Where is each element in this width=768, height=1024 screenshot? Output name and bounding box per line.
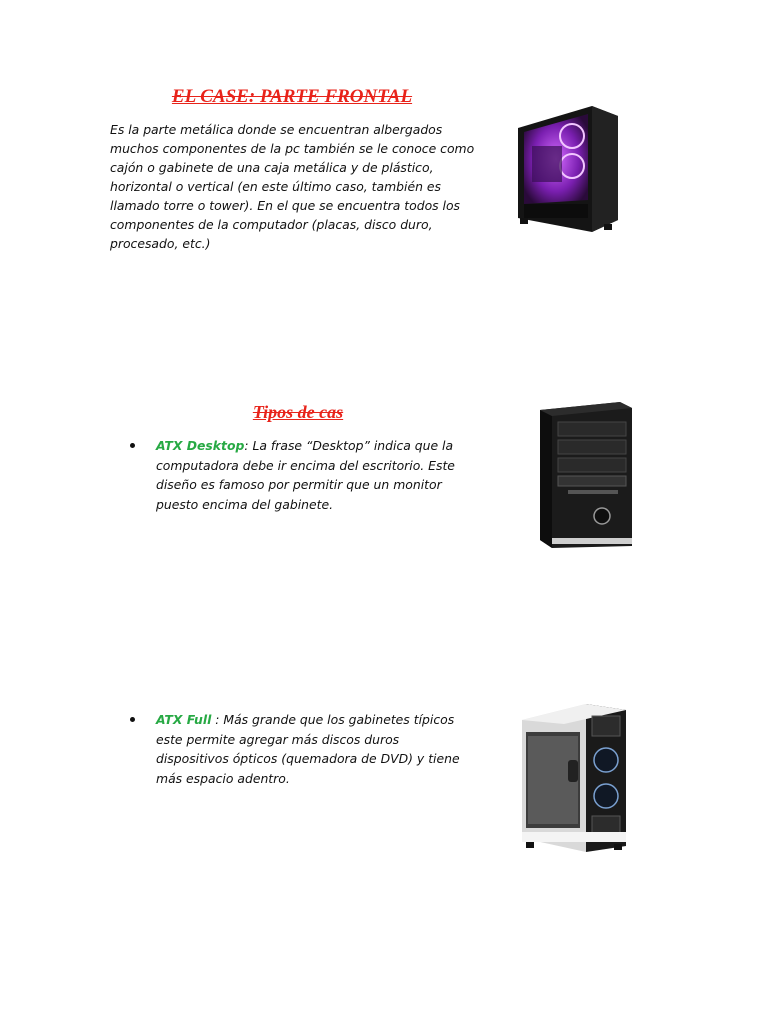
list-item-atx-desktop bbox=[130, 436, 466, 514]
gaming-case-image bbox=[508, 100, 624, 236]
section-title-case-frontal: EL CASE: PARTE FRONTAL bbox=[171, 86, 413, 107]
section-title-types: Tipos de cas bbox=[252, 402, 344, 422]
definition-atx-full: : Más grande que los gabinetes típicos este permite agregar más discos duros dispositivos ópticos (quemadora de DVD) y tiene más espacio adentro. bbox=[156, 712, 460, 786]
atx-desktop-case-image bbox=[532, 398, 638, 552]
list-item-atx-full bbox=[130, 710, 466, 788]
bullet-icon bbox=[130, 443, 135, 448]
bullet-icon bbox=[130, 717, 135, 722]
case-description-paragraph: Es la parte metálica donde se encuentran albergados muchos componentes de la pc también se le conoce como cajón o gabinete de una caja metálica y de plástico, horizontal o vertical (en este último caso, también es llamado torre o tower). En el que se encuentra todos los componentes de la computador (placas, disco duro, procesado, etc.) bbox=[110, 122, 475, 251]
term-atx-full: ATX Full bbox=[156, 712, 212, 727]
definition-atx-desktop: : La frase “Desktop” indica que la computadora debe ir encima del escritorio. Este diseño es famoso por permitir que un monitor puesto encima del gabinete. bbox=[156, 438, 455, 512]
term-atx-desktop: ATX Desktop bbox=[156, 438, 245, 453]
atx-full-case-image bbox=[516, 696, 632, 856]
